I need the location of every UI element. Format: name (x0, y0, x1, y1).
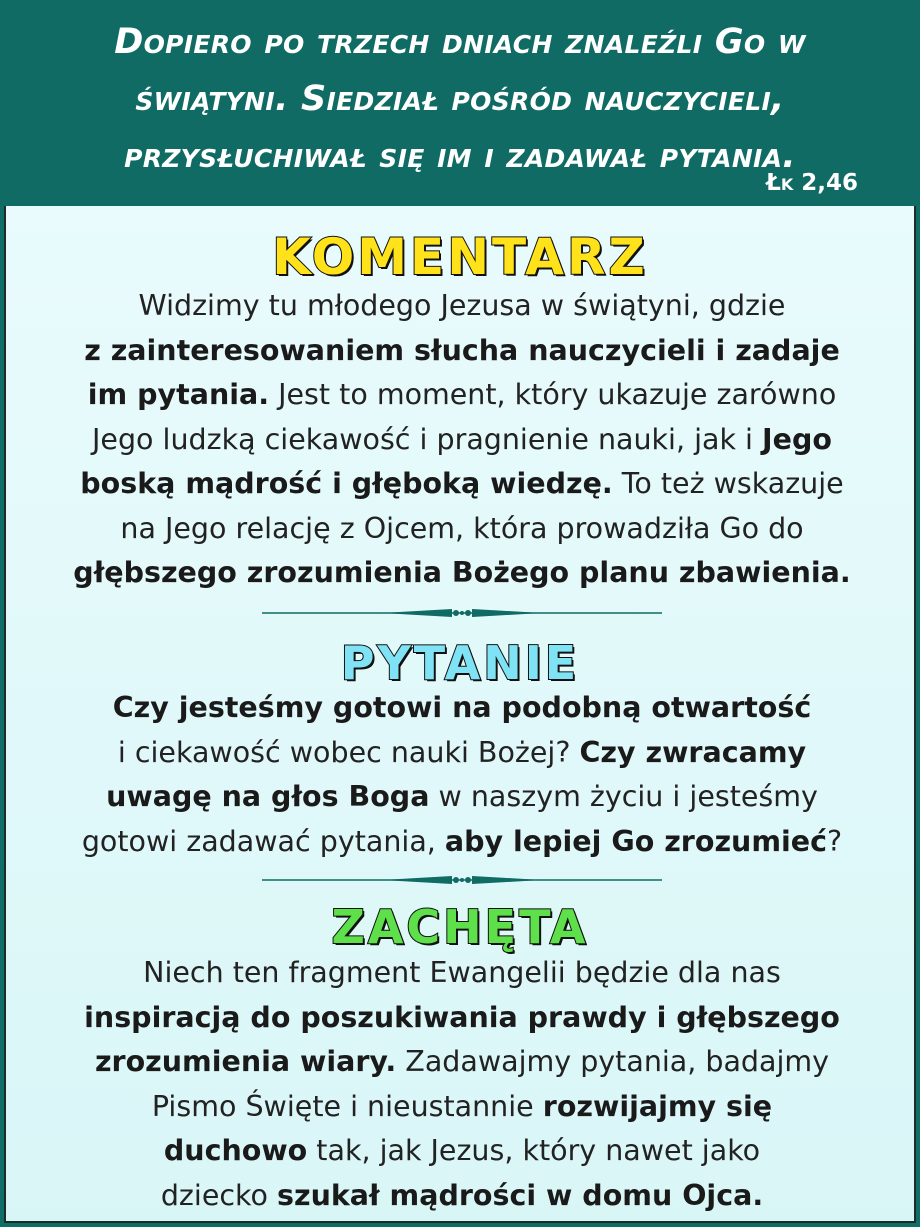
section-title-zacheta: ZACHĘTA (331, 900, 589, 954)
text-run: dziecko (160, 1178, 278, 1212)
bold-text: Jego (762, 422, 832, 456)
text-line (36, 373, 888, 418)
text-run: Widzimy tu młodego Jezusa w świątyni, gdzie (138, 289, 786, 322)
text-run: Jego ludzką ciekawość i pragnienie nauki, jak i (92, 422, 763, 456)
text-run: Jest to moment, który ukazuje zarówno (269, 378, 837, 411)
bold-text: głębszego zrozumienia Bożego planu zbawienia. (73, 556, 851, 589)
text-run: gotowi zadawać pytania, (81, 824, 445, 858)
quote-line: przysłuchiwał się im i zadawał pytania. (124, 136, 796, 176)
text-line (36, 1174, 888, 1219)
text-run: Pismo Święte i nieustannie (151, 1089, 543, 1123)
gospel-reference: Łk 2,46 (766, 170, 858, 196)
text-line (36, 951, 888, 996)
text-line (36, 1129, 888, 1174)
text-run: i ciekawość wobec nauki Bożej? (117, 735, 580, 769)
ornament-divider (262, 873, 662, 887)
gospel-quote (20, 14, 900, 185)
text-line (36, 1040, 888, 1085)
text-line (36, 731, 888, 776)
text-run: To też wskazuje (612, 467, 844, 500)
text-line (36, 551, 888, 596)
text-line (36, 820, 888, 865)
text-run: Zadawajmy pytania, badajmy (396, 1045, 830, 1078)
section-text-pytanie (36, 686, 888, 864)
text-line (36, 462, 888, 507)
bold-text: rozwijajmy się (542, 1089, 773, 1123)
bold-text: zrozumienia wiary. (94, 1045, 397, 1078)
text-line (36, 1085, 888, 1130)
bold-text: uwagę na głos Boga (106, 780, 430, 813)
bold-text: Czy zwracamy (579, 735, 807, 769)
content-panel (4, 206, 916, 1223)
text-line (36, 996, 888, 1041)
text-run: ? (827, 824, 843, 858)
section-title-pytanie: PYTANIE (340, 636, 580, 690)
ornament-divider (262, 606, 662, 620)
section-text-komentarz (36, 284, 888, 596)
text-line (36, 686, 888, 731)
section-text-zacheta (36, 951, 888, 1218)
text-run: w naszym życiu i jesteśmy (429, 780, 818, 813)
text-line (36, 507, 888, 552)
section-title-komentarz: KOMENTARZ (272, 228, 648, 286)
quote-header (0, 0, 920, 206)
text-run: Niech ten fragment Ewangelii będzie dla nas (143, 956, 781, 989)
bold-text: inspiracją do poszukiwania prawdy i głębszego (84, 1000, 840, 1034)
quote-line: Dopiero po trzech dniach znaleźli Go w (114, 22, 806, 62)
bold-text: szukał mądrości w domu Ojca. (277, 1178, 764, 1212)
bold-text: duchowo (163, 1134, 308, 1167)
bold-text: Czy jesteśmy gotowi na podobną otwartość (112, 691, 812, 724)
quote-line: świątyni. Siedział pośród nauczycieli, (135, 79, 785, 119)
text-line (36, 284, 888, 329)
bold-text: im pytania. (87, 378, 270, 411)
text-run: na Jego relację z Ojcem, która prowadziła Go do (120, 511, 804, 545)
text-line (36, 329, 888, 374)
bold-text: boską mądrość i głęboką wiedzę. (80, 467, 613, 500)
text-line (36, 418, 888, 463)
text-run: tak, jak Jezus, który nawet jako (307, 1134, 761, 1167)
bold-text: aby lepiej Go zrozumieć (444, 824, 828, 858)
bold-text: z zainteresowaniem słucha nauczycieli i zadaje (84, 333, 840, 367)
text-line (36, 775, 888, 820)
